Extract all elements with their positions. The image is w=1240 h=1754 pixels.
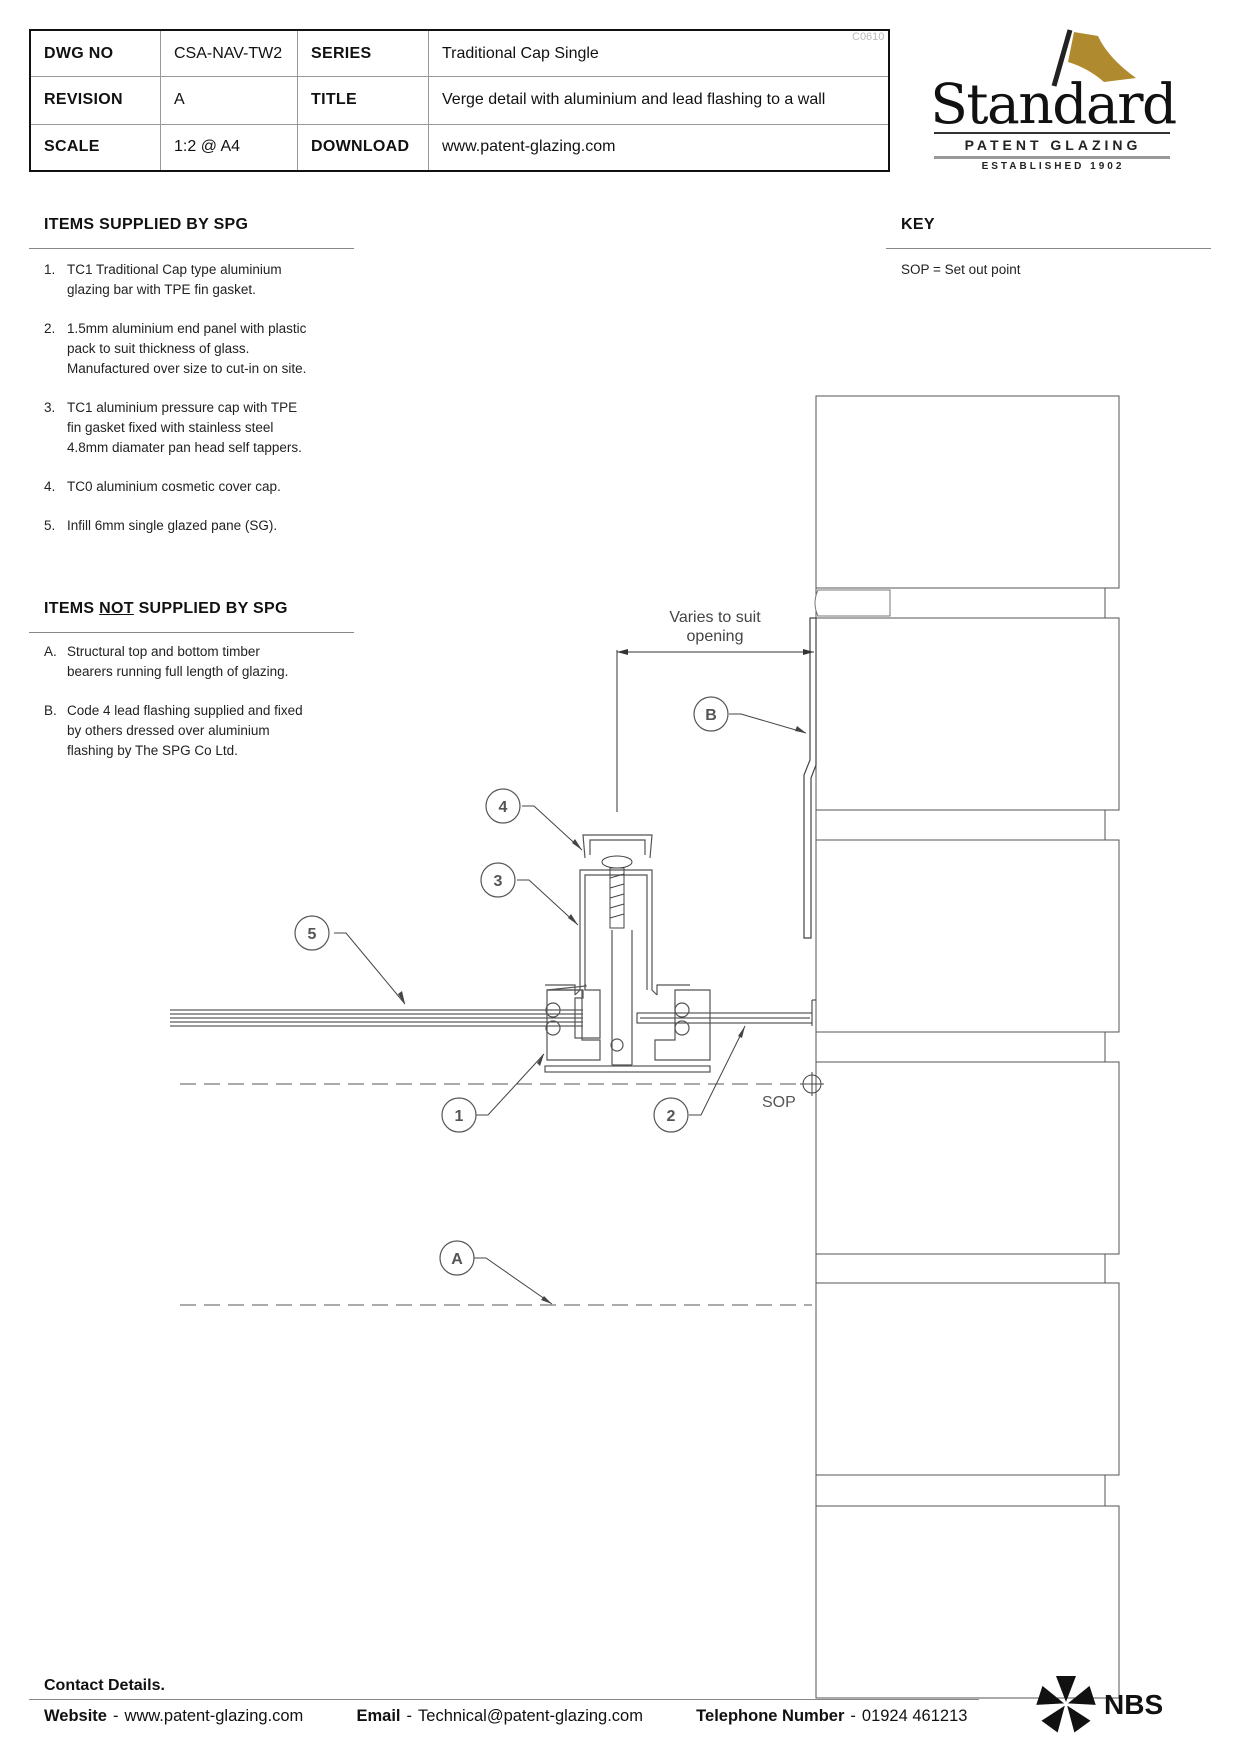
list-item: 2. 1.5mm aluminium end panel with plastic pack to suit thickness of glass. Manufactured over size to cut-in on site. [44,321,307,376]
list-item: A. Structural top and bottom timber bearers running full length of glazing. [44,644,289,679]
brick [816,396,1119,588]
website-link[interactable]: www.patent-glazing.com [124,1707,304,1725]
sop-label: SOP [762,1094,796,1111]
brick-wall [815,396,1119,1698]
svg-text:4: 4 [498,799,508,816]
callout-3 [481,863,515,897]
revision-value: A [161,77,298,124]
glazing-bar [545,930,710,1072]
download-label: DOWNLOAD [298,124,429,170]
list-item: 4. TC0 aluminium cosmetic cover cap. [44,479,281,494]
not-supplied-heading: ITEMS NOT SUPPLIED BY SPG [44,600,288,617]
email-label: Email [356,1707,401,1725]
scale-label: SCALE [31,124,161,170]
revision-label: REVISION [31,77,161,124]
key-text: SOP = Set out point [901,262,1021,277]
callout-1 [442,1098,476,1132]
callout-arrowheads [398,726,806,1304]
nbs-star-icon [1034,1668,1164,1738]
pressure-cap [545,870,690,995]
download-link[interactable]: www.patent-glazing.com [429,124,889,170]
svg-text:2: 2 [666,1108,676,1125]
list-item: 1. TC1 Traditional Cap type aluminium glazing bar with TPE fin gasket. [44,262,282,297]
contact-details: Website - www.patent-glazing.com Email - Technical@patent-glazing.com Telephone Number - 01924 461213 [44,1707,968,1725]
email-link[interactable]: Technical@patent-glazing.com [418,1707,643,1725]
end-panel [637,1000,816,1026]
title-label: TITLE [298,77,429,124]
supplied-heading: ITEMS SUPPLIED BY SPG [44,216,249,233]
brick [816,1062,1119,1254]
svg-text:A: A [451,1251,463,1268]
phone-label: Telephone Number [696,1707,845,1725]
dwg-no-value: CSA-NAV-TW2 [161,31,298,77]
callout-leaders [334,714,806,1304]
svg-text:3: 3 [493,873,503,890]
brick [816,618,1119,810]
logo-subtitle: PATENT GLAZING [964,137,1142,153]
list-item: 3. TC1 aluminium pressure cap with TPE fin gasket fixed with stainless steel 4.8mm diamater pan head self tappers. [44,400,302,455]
brick [816,840,1119,1032]
scale-value: 1:2 @ A4 [161,124,298,170]
callout-a [440,1241,474,1275]
logo-word: Standard [930,72,1176,136]
callout-2 [654,1098,688,1132]
series-value: Traditional Cap Single [429,31,889,77]
logo-established: ESTABLISHED 1902 [981,161,1125,172]
dwg-no-label: DWG NO [31,31,161,77]
series-label: SERIES [298,31,429,77]
callout-4 [486,789,520,823]
callout-5 [295,916,329,950]
cover-cap [583,835,652,858]
drawing-code: C0610 [852,31,885,43]
svg-text:B: B [705,707,717,724]
self-tapping-screw [602,856,632,928]
key-heading: KEY [901,216,935,233]
contact-heading: Contact Details. [44,1677,165,1694]
mortar-fill [815,590,890,616]
list-item: 5. Infill 6mm single glazed pane (SG). [44,518,278,533]
contact-rule [29,1699,979,1700]
callout-b [694,697,728,731]
brick [816,1283,1119,1475]
nbs-text: NBS [1104,1689,1164,1720]
title-value: Verge detail with aluminium and lead flashing to a wall [429,77,889,124]
glass-pane [170,1010,583,1026]
svg-text:1: 1 [454,1108,464,1125]
lead-flashing [804,618,816,938]
list-item: B. Code 4 lead flashing supplied and fixed by others dressed over aluminium flashing by The SPG Co Ltd. [44,703,303,758]
website-label: Website [44,1707,107,1725]
dimension-label-line2: opening [686,628,744,645]
phone-number: 01924 461213 [861,1707,968,1725]
svg-text:5: 5 [307,926,317,943]
nbs-logo [1034,1668,1164,1738]
dimension-label-line1: Varies to suit [669,609,761,626]
